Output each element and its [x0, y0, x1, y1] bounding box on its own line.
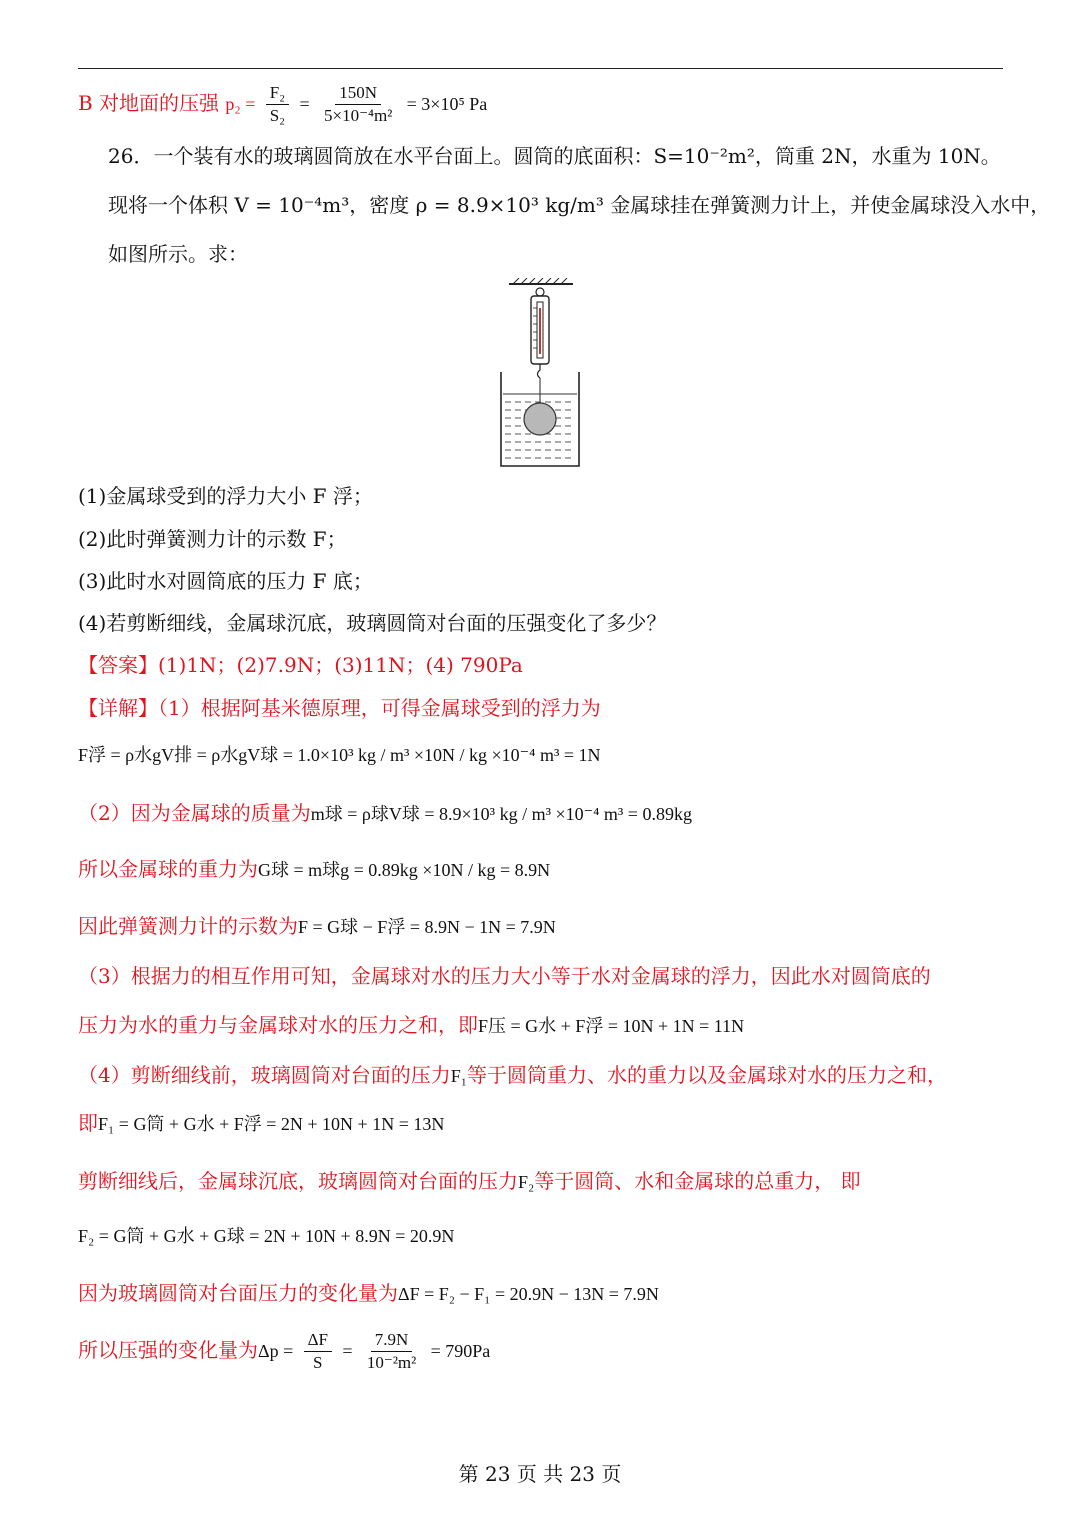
- ceiling-hatch: [509, 278, 573, 284]
- metal-ball: [524, 403, 556, 435]
- explanation-line-11: [78, 1328, 490, 1374]
- explanation-text: 因此弹簧测力计的示数为: [78, 914, 298, 938]
- explanation-line-10: [78, 1279, 659, 1308]
- explanation-text: 所以压强的变化量为: [78, 1338, 258, 1362]
- sub-question-2: (2)此时弹簧测力计的示数 F；: [78, 527, 347, 551]
- explanation-line-7: [78, 1061, 947, 1090]
- buoyancy-formula: F浮 = ρ水gV排 = ρ水gV球 = 1.0×10³ kg / m³ ×10N / kg ×10⁻⁴ m³ = 1N: [78, 745, 601, 765]
- explanation-line-4: [78, 912, 556, 941]
- bottom-force-formula: F压 = G水 + F浮 = 10N + 1N = 11N: [478, 1016, 745, 1036]
- header-fraction-1: [266, 82, 289, 127]
- fraction-numerator: F₂: [266, 82, 289, 105]
- sub-question-3: (3)此时水对圆筒底的压力 F 底；: [78, 569, 373, 593]
- fraction-numerator: ΔF: [304, 1329, 332, 1352]
- explanation-line-2: [78, 799, 692, 828]
- header-lhs: p₂ =: [225, 94, 256, 114]
- explanation-text: 压力为水的重力与金属球对水的压力之和，即: [78, 1013, 478, 1037]
- f1-formula: F₁ = G筒 + G水 + F浮 = 2N + 10N + 1N = 13N: [98, 1114, 445, 1134]
- f2-formula: F₂ = G筒 + G水 + G球 = 2N + 10N + 8.9N = 20.9N: [78, 1226, 455, 1246]
- explanation-text: 所以金属球的重力为: [78, 857, 258, 881]
- answer-label: 【答案】: [78, 653, 158, 677]
- fraction-denominator: S: [313, 1353, 323, 1372]
- explanation-text: 等于圆筒重力、水的重力以及金属球对水的压力之和，: [467, 1063, 948, 1087]
- answer-line: [78, 651, 523, 679]
- explanation-line-1: [78, 694, 601, 722]
- reading-formula: F = G球 − F浮 = 8.9N − 1N = 7.9N: [298, 917, 556, 937]
- explanation-line-6: [78, 1011, 744, 1040]
- explanation-text: 即: [78, 1111, 98, 1135]
- fraction-numerator: 150N: [335, 82, 381, 105]
- delta-p-fraction-2: [363, 1329, 420, 1374]
- explanation-text: 因为玻璃圆筒对台面压力的变化量为: [78, 1281, 398, 1305]
- weight-formula: G球 = m球g = 0.89kg ×10N / kg = 8.9N: [258, 860, 551, 880]
- explanation-label: 【详解】: [78, 696, 158, 720]
- question-line-1: 26．一个装有水的玻璃圆筒放在水平台面上。圆筒的底面积：S=10⁻²m²，筒重 2N，水重为 10N。: [108, 144, 1001, 168]
- delta-p-rhs: = 790Pa: [430, 1341, 491, 1361]
- fraction-numerator: 7.9N: [371, 1329, 413, 1352]
- fraction-denominator: S₂: [269, 106, 286, 125]
- spring-scale-figure: [495, 278, 585, 468]
- explanation-line-8: [78, 1109, 444, 1138]
- delta-p-fraction-1: [304, 1329, 332, 1374]
- header-prefix: B 对地面的压强: [78, 91, 220, 115]
- delta-f-formula: ΔF = F₂ − F₁ = 20.9N − 13N = 7.9N: [398, 1284, 659, 1304]
- explanation-line-3: [78, 855, 550, 884]
- fraction-denominator: 5×10⁻⁴m²: [323, 106, 393, 125]
- fraction-denominator: 10⁻²m²: [366, 1353, 417, 1372]
- f2-symbol: F₂: [518, 1172, 535, 1192]
- f1-symbol: F₁: [450, 1066, 468, 1086]
- explanation-line-9: [78, 1167, 861, 1196]
- delta-p-lhs: Δp =: [258, 1341, 294, 1361]
- header-equals: =: [299, 94, 310, 114]
- explanation-line-5: （3）根据力的相互作用可知，金属球对水的压力大小等于水对金属球的浮力，因此水对圆筒底的: [78, 964, 931, 988]
- header-pressure-line: [78, 82, 487, 127]
- question-line-3: 如图所示。求：: [108, 242, 248, 266]
- header-fraction-2: [320, 82, 396, 127]
- delta-p-equals: =: [342, 1341, 353, 1361]
- mass-formula: m球 = ρ球V球 = 8.9×10³ kg / m³ ×10⁻⁴ m³ = 0.89kg: [310, 804, 692, 824]
- explanation-text: 等于圆筒、水和金属球的总重力， 即: [534, 1169, 861, 1193]
- explanation-text: （4）剪断细线前，玻璃圆筒对台面的压力: [78, 1063, 451, 1087]
- sub-question-1: (1)金属球受到的浮力大小 F 浮；: [78, 484, 373, 508]
- answer-text: (1)1N；(2)7.9N；(3)11N；(4) 790Pa: [158, 653, 523, 677]
- explanation-text: （2）因为金属球的质量为: [78, 801, 311, 825]
- explanation-text: （1）根据阿基米德原理，可得金属球受到的浮力为: [158, 696, 601, 720]
- page-footer: 第 23 页 共 23 页: [458, 1462, 622, 1486]
- header-rule: [78, 68, 1003, 69]
- explanation-text: 剪断细线后，金属球沉底，玻璃圆筒对台面的压力: [78, 1169, 518, 1193]
- question-line-2: 现将一个体积 V = 10⁻⁴m³，密度 ρ = 8.9×10³ kg/m³ 金属球挂在弹簧测力计上，并使金属球没入水中，: [108, 193, 1051, 217]
- header-rhs: = 3×10⁵ Pa: [406, 94, 488, 114]
- sub-question-4: (4)若剪断细线，金属球沉底，玻璃圆筒对台面的压强变化了多少？: [78, 611, 667, 635]
- spring-scale: [531, 288, 549, 402]
